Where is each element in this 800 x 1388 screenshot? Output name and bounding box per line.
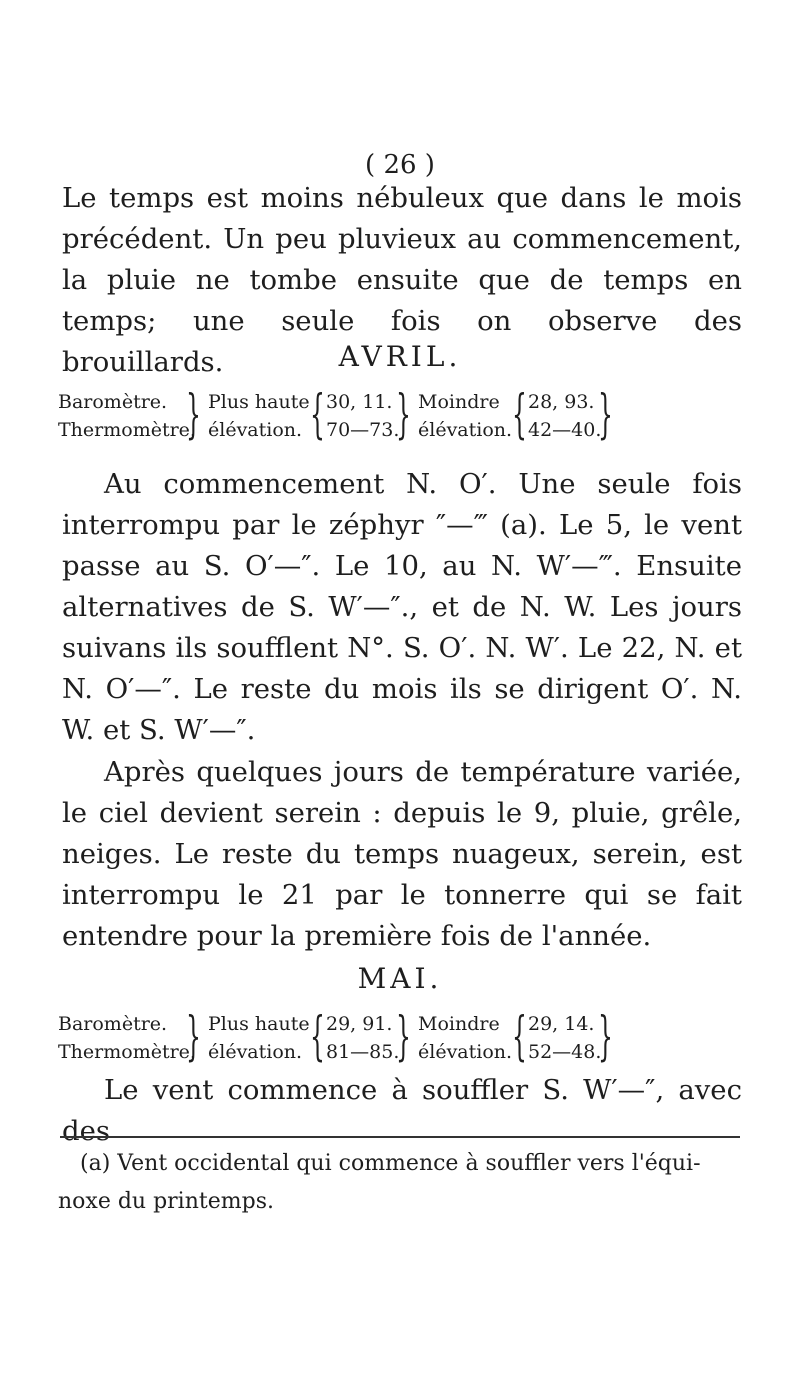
readings-mai	[58, 1007, 758, 1070]
label-thermometre: Thermomètre.	[58, 1041, 196, 1063]
label-thermometre: Thermomètre.	[58, 419, 196, 441]
highest-label	[208, 1010, 310, 1066]
brace-icon: {	[512, 385, 527, 445]
lowest-label-line1: Moindre	[418, 391, 500, 413]
lowest-thermometre: 42—40.	[528, 419, 602, 441]
instrument-labels	[58, 388, 196, 444]
highest-barometre: 30, 11.	[326, 391, 393, 413]
brace-icon: }	[598, 385, 613, 445]
lowest-label	[418, 1010, 512, 1066]
lowest-label-line2: élévation.	[418, 1041, 513, 1063]
lowest-label	[418, 388, 512, 444]
brace-icon: }	[396, 385, 411, 445]
brace-icon: {	[310, 385, 325, 445]
brace-icon: {	[310, 1007, 325, 1067]
label-barometre: Baromètre.	[58, 391, 168, 413]
lowest-label-line2: élévation.	[418, 419, 513, 441]
lowest-thermometre: 52—48.	[528, 1041, 602, 1063]
highest-values	[326, 1010, 399, 1066]
lowest-barometre: 29, 14.	[528, 1013, 595, 1035]
brace-icon: }	[186, 385, 201, 445]
footnote-line1: (a) Vent occidental qui commence à souffler vers l'équi-	[80, 1151, 701, 1176]
footnote-divider	[60, 1136, 740, 1138]
readings-avril	[58, 385, 758, 448]
paragraph-winds-avril: Au commencement N. O′. Une seule fois interrompu par le zéphyr ″—‴ (a). Le 5, le vent passe au S. O′—″. Le 10, au N. W′—‴. Ensuite alternatives de S. W′—″., et de N. W. Les jours suivans ils soufflent N°. S. O′. N. W′. Le 22, N. et N. O′—″. Le reste du mois ils se dirigent O′. N. W. et S. W′—″.	[62, 468, 742, 746]
label-barometre: Baromètre.	[58, 1013, 168, 1035]
highest-label-line1: Plus haute	[208, 391, 310, 413]
page-number: ( 26 )	[365, 150, 435, 180]
lowest-label-line1: Moindre	[418, 1013, 500, 1035]
highest-values	[326, 388, 399, 444]
brace-icon: {	[512, 1007, 527, 1067]
section-title-mai: MAI.	[357, 962, 443, 995]
lowest-barometre: 28, 93.	[528, 391, 595, 413]
section-title-avril: AVRIL.	[338, 340, 462, 373]
footnote-line2: noxe du printemps.	[58, 1189, 274, 1214]
brace-icon: }	[598, 1007, 613, 1067]
highest-label-line2: élévation.	[208, 419, 303, 441]
highest-thermometre: 81—85.	[326, 1041, 400, 1063]
brace-icon: }	[186, 1007, 201, 1067]
paragraph-winds-mai: Le vent commence à souffler S. W′—″, avec des	[62, 1074, 742, 1147]
instrument-labels	[58, 1010, 196, 1066]
brace-icon: }	[396, 1007, 411, 1067]
paragraph-intro: Le temps est moins nébuleux que dans le mois précédent. Un peu pluvieux au commencement, la pluie ne tombe ensuite que de temps en temps; une seule fois on observe des brouillards.	[62, 182, 742, 378]
highest-thermometre: 70—73.	[326, 419, 400, 441]
highest-label	[208, 388, 310, 444]
lowest-values	[528, 1010, 601, 1066]
highest-label-line2: élévation.	[208, 1041, 303, 1063]
paragraph-weather-avril: Après quelques jours de température variée, le ciel devient serein : depuis le 9, pluie, grêle, neiges. Le reste du temps nuageux, serein, est interrompu le 21 par le tonnerre qui se fait entendre pour la première fois de l'année.	[62, 756, 742, 952]
lowest-values	[528, 388, 601, 444]
highest-barometre: 29, 91.	[326, 1013, 393, 1035]
highest-label-line1: Plus haute	[208, 1013, 310, 1035]
footnote	[58, 1145, 740, 1221]
